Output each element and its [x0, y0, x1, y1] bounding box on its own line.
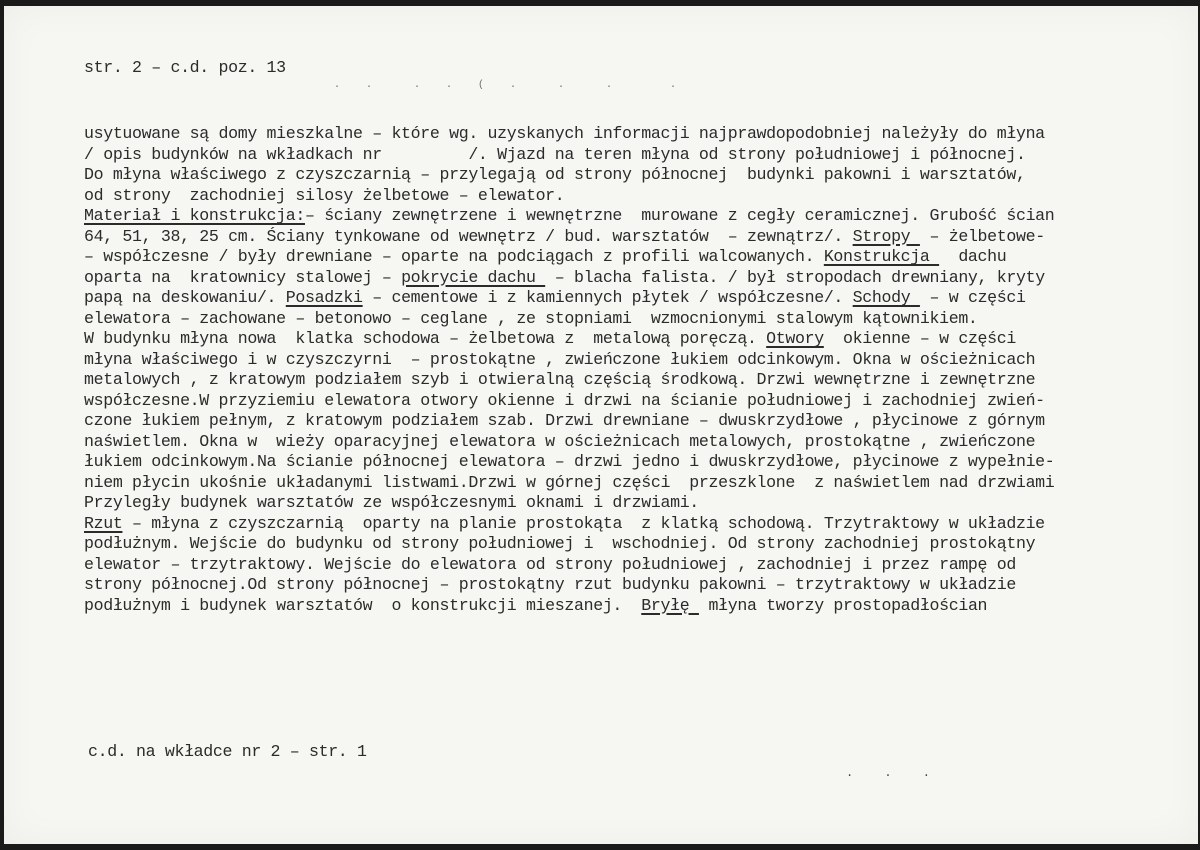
text-line: [84, 370, 1054, 391]
text-segment: – blacha falista. / był stropodach drewniany, kryty: [545, 267, 1045, 287]
section-keyword: Schody: [852, 288, 920, 307]
text-line: [84, 186, 1054, 207]
text-segment: współczesne.W przyziemiu elewatora otwory okienne i drzwi na ścianie południowej i zachodniej zwień-: [84, 390, 1045, 410]
text-line: [84, 206, 1054, 227]
text-line: [84, 493, 1054, 514]
footer-dots: . . .: [846, 766, 943, 780]
text-line: [84, 227, 1054, 248]
text-line: [84, 473, 1054, 494]
page-footer: c.d. na wkładce nr 2 – str. 1: [88, 742, 367, 761]
text-segment: podłużnym. Wejście do budynku od strony południowej i wschodniej. Od strony zachodniej prostokątny: [84, 534, 1036, 553]
text-line: [84, 288, 1054, 309]
text-line: [84, 514, 1054, 535]
text-line: [84, 432, 1054, 453]
text-segment: Do młyna właściwego z czyszczarnią – przylegają od strony północnej budynki pakowni i warsztatów,: [84, 165, 1026, 184]
text-segment: podłużnym i budynek warsztatów o konstrukcji mieszanej.: [84, 595, 642, 615]
text-segment: Przyległy budynek warsztatów ze współczesnymi oknami i drzwiami.: [84, 493, 699, 512]
section-keyword: Materiał i konstrukcja:: [84, 206, 305, 225]
text-segment: – współczesne / były drewniane – oparte na podciągach z profili walcowanych.: [84, 247, 824, 266]
text-segment: – w części: [919, 288, 1026, 307]
text-segment: młyna właściwego i w czyszczyrni – prostokątne , zwieńczone łukiem odcinkowym. Okna w ościeżnicach: [84, 349, 1036, 369]
text-line: [84, 555, 1054, 576]
text-segment: od strony zachodniej silosy żelbetowe – elewator.: [84, 185, 565, 205]
section-keyword: Otwory: [766, 329, 824, 348]
text-line: [84, 452, 1054, 473]
text-line: [84, 596, 1054, 617]
text-line: [84, 329, 1054, 350]
section-keyword: Konstrukcja: [823, 247, 940, 266]
text-line: [84, 247, 1054, 268]
text-segment: oparta na kratownicy stalowej –: [84, 267, 402, 287]
text-line: [84, 575, 1054, 596]
section-keyword: Stropy: [852, 226, 920, 246]
section-keyword: Bryłę: [641, 595, 699, 615]
section-keyword: Rzut: [84, 513, 123, 533]
text-segment: W budynku młyna nowa klatka schodowa – żelbetowa z metalową poręczą.: [84, 329, 767, 348]
document-body: [84, 124, 1054, 616]
text-segment: – młyna z czyszczarnią oparty na planie prostokąta z klatką schodową. Trzytraktowy w układzie: [122, 513, 1045, 533]
text-line: [84, 268, 1054, 289]
text-segment: / opis budynków na wkładkach nr /. Wjazd na teren młyna od strony południowej i północnej.: [84, 144, 1026, 164]
text-segment: dachu: [939, 247, 1007, 266]
text-segment: niem płycin ukośnie układanymi listwami.Drzwi w górnej części przeszklone z naświetlem nad drzwiami: [84, 472, 1055, 492]
page-header: str. 2 – c.d. poz. 13: [84, 58, 286, 77]
text-segment: łukiem odcinkowym.Na ścianie północnej elewatora – drzwi jedno i dwuskrzydłowe, płycinowe z wypełnie-: [84, 452, 1055, 471]
text-segment: elewatora – zachowane – betonowo – ceglane , ze stopniami wzmocnionymi stalowym kątownikiem.: [84, 308, 978, 328]
text-line: [84, 411, 1054, 432]
text-segment: 64, 51, 38, 25 cm. Ściany tynkowane od wewnętrz / bud. warsztatów – zewnątrz/.: [84, 226, 853, 246]
text-segment: naświetlem. Okna w wieży oparacyjnej elewatora w ościeżnicach metalowych, prostokątne , zwieńczone: [84, 431, 1036, 451]
text-segment: – ściany zewnętrzene i wewnętrzne murowane z cegły ceramicznej. Grubość ścian: [304, 206, 1055, 225]
text-segment: – cementowe i z kamiennych płytek / współczesne/.: [362, 288, 853, 307]
header-dots: . . . . ( . . . .: [334, 80, 687, 91]
text-segment: elewator – trzytraktowy. Wejście do elewatora od strony południowej , zachodniej i przez rampę od: [84, 554, 1016, 574]
text-line: [84, 145, 1054, 166]
text-segment: metalowych , z kratowym podziałem szyb i otwieralną częścią środkową. Drzwi wewnętrzne i zewnętrzne: [84, 370, 1036, 389]
text-segment: młyna tworzy prostopadłościan: [698, 595, 988, 615]
scanned-page: [4, 6, 1198, 844]
text-segment: – żelbetowe-: [919, 226, 1045, 246]
text-line: [84, 309, 1054, 330]
text-segment: usytuowane są domy mieszkalne – które wg. uzyskanych informacji najprawdopodobniej należyły do młyna: [84, 124, 1045, 143]
section-keyword: Posadzki: [285, 288, 363, 307]
text-segment: okienne – w części: [823, 329, 1016, 348]
text-line: [84, 165, 1054, 186]
section-keyword: pokrycie dachu: [401, 267, 546, 287]
text-line: [84, 124, 1054, 145]
text-line: [84, 350, 1054, 371]
text-line: [84, 534, 1054, 555]
text-segment: strony północnej.Od strony północnej – prostokątny rzut budynku pakowni – trzytraktowy w układzie: [84, 575, 1016, 594]
text-segment: czone łukiem pełnym, z kratowym podziałem szab. Drzwi drewniane – dwuskrzydłowe , płycinowe z górnym: [84, 411, 1045, 430]
text-line: [84, 391, 1054, 412]
text-segment: papą na deskowaniu/.: [84, 288, 286, 307]
